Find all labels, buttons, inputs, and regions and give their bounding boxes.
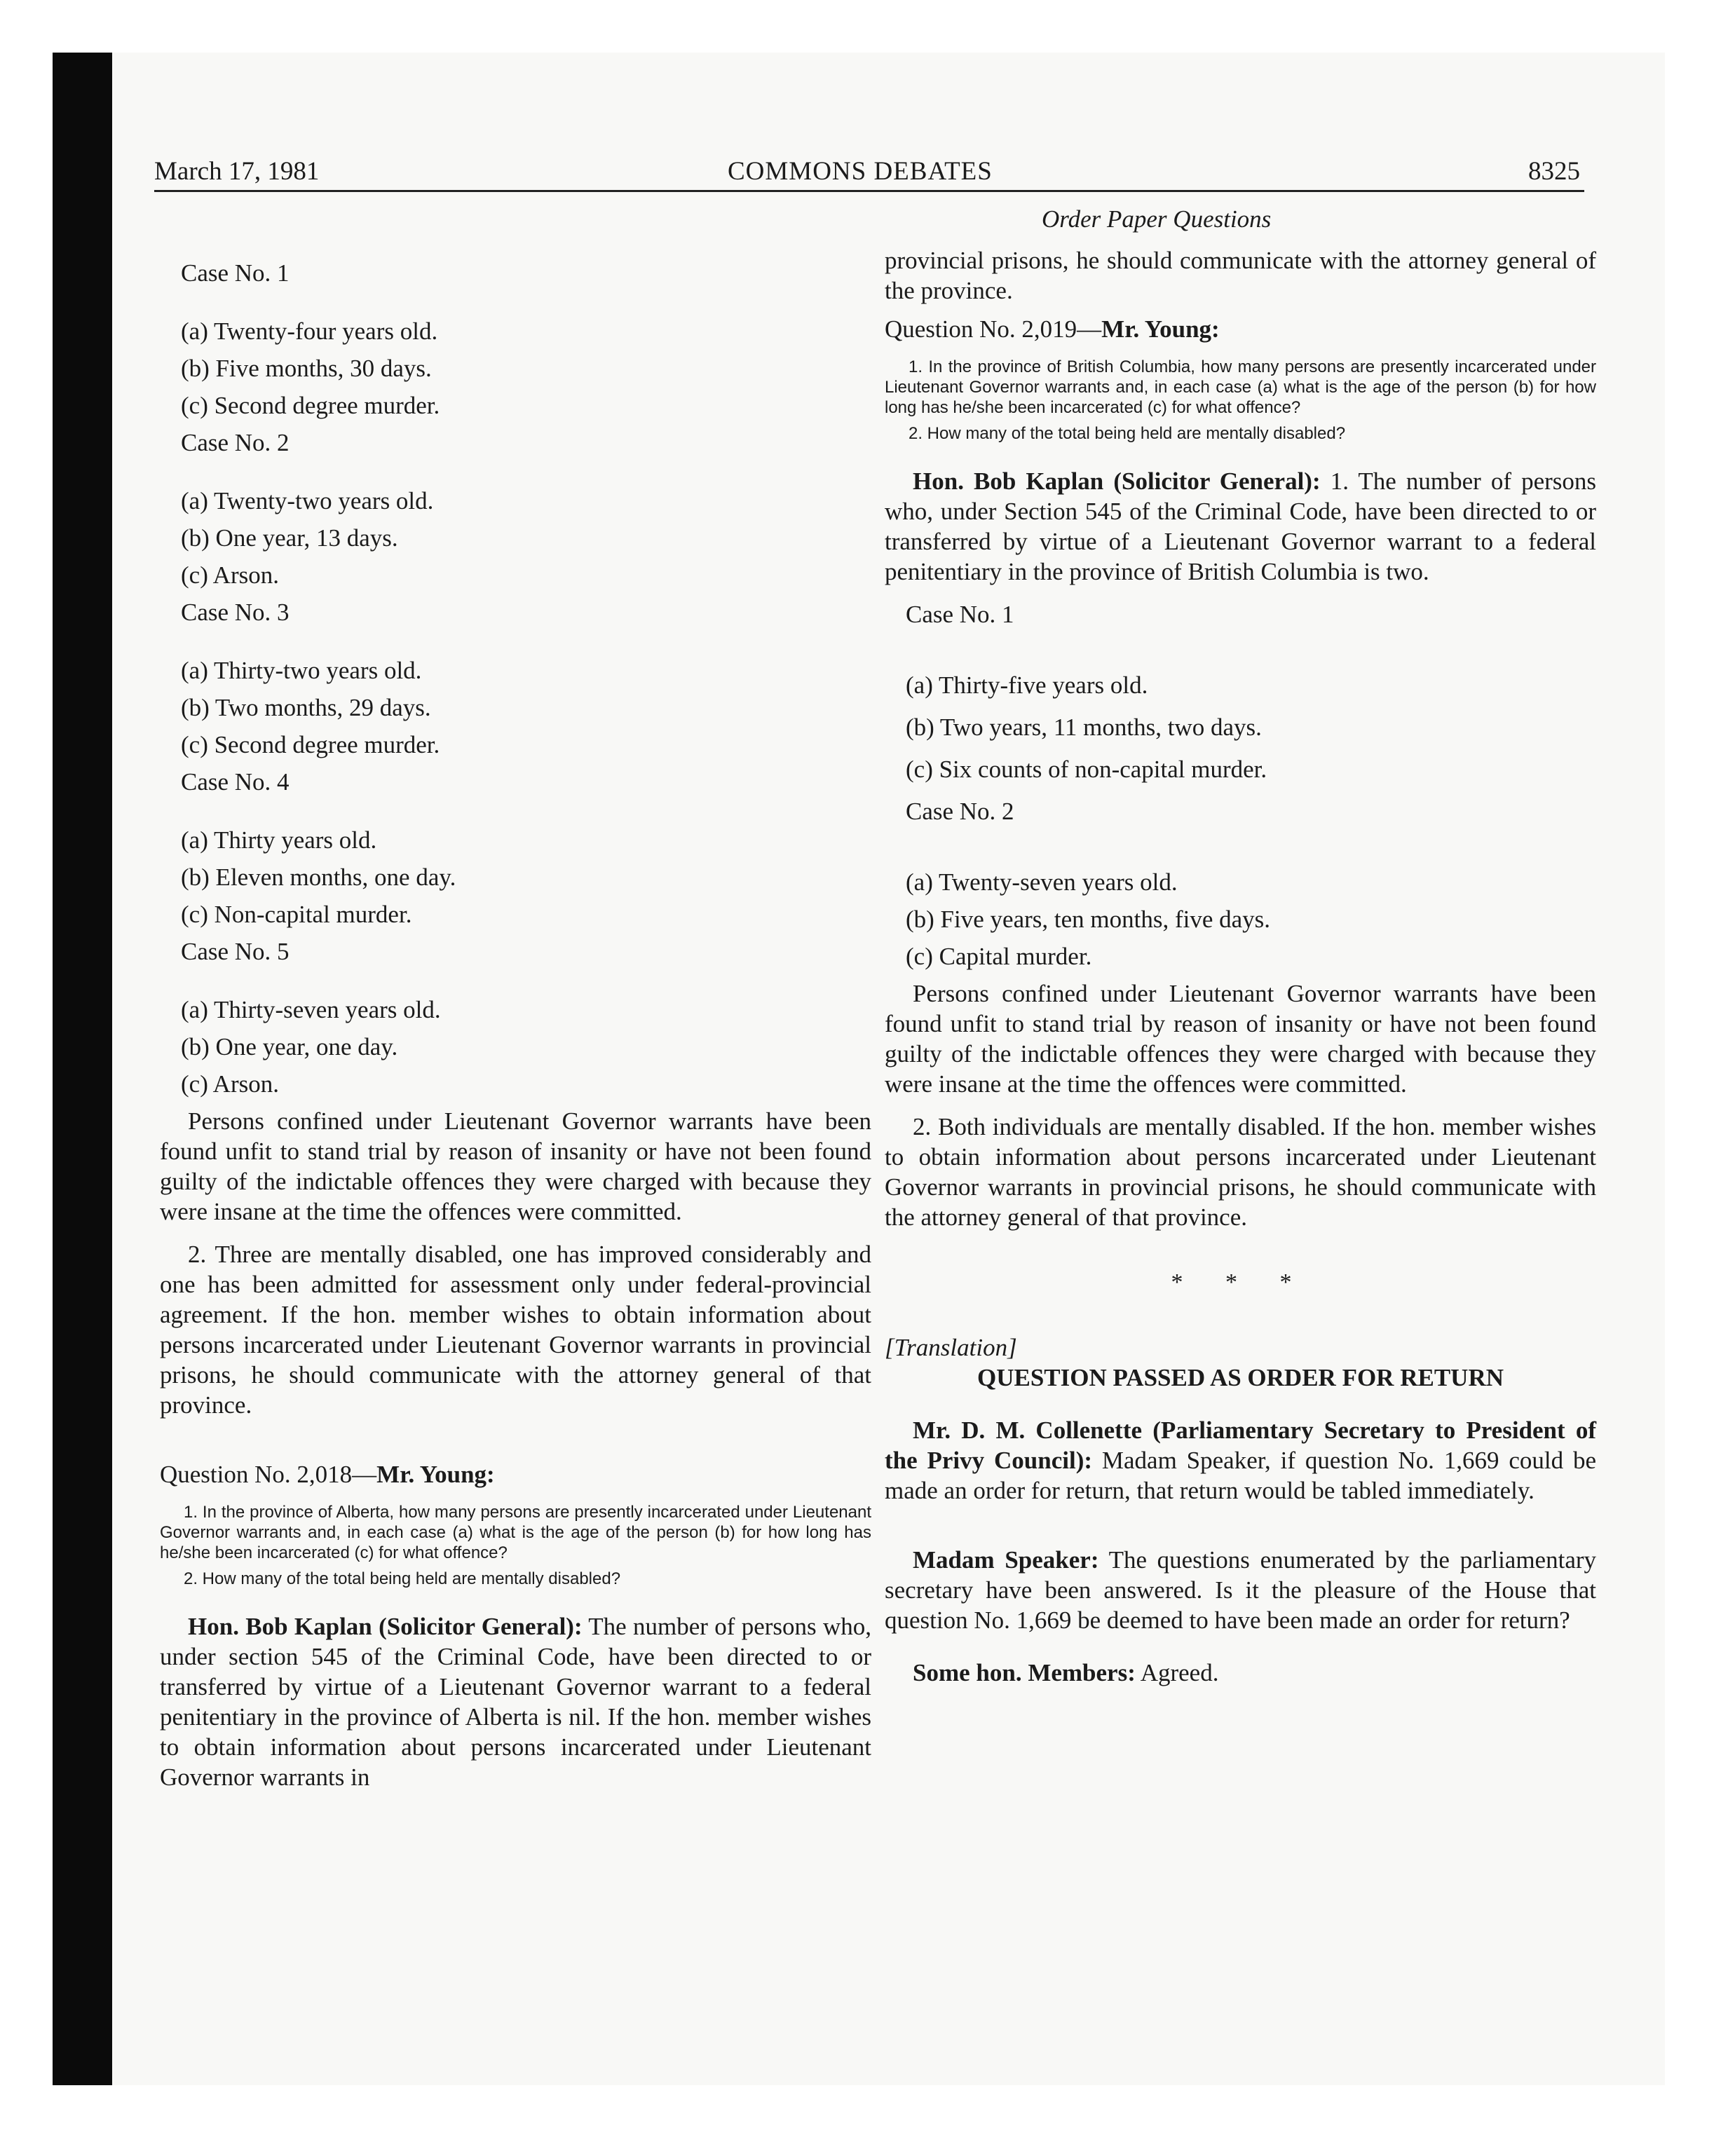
case-item: (b) Five years, ten months, five days. — [906, 906, 1271, 933]
case-title: Case No. 1 — [181, 259, 290, 287]
case-item: (b) Eleven months, one day. — [181, 864, 456, 891]
case-item: (b) Five months, 30 days. — [181, 355, 432, 382]
right-column — [885, 245, 1596, 1688]
collenette-speaker: Mr. D. M. Collenette (Parliamentary Secretary to President of the Privy Council): — [885, 1417, 1596, 1474]
case-title: Case No. 5 — [181, 938, 290, 965]
question-asker: Mr. Young: — [376, 1461, 495, 1488]
case-title: Case No. 4 — [181, 768, 290, 796]
continuation-paragraph: provincial prisons, he should communicate with the attorney general of the province. — [885, 247, 1596, 304]
question-label: Question No. 2,019— — [885, 315, 1102, 343]
members-text: Agreed. — [1135, 1659, 1219, 1686]
case-item: (c) Six counts of non-capital murder. — [906, 756, 1267, 783]
case-item: (c) Second degree murder. — [181, 392, 440, 419]
case-item: (b) Two years, 11 months, two days. — [906, 714, 1262, 741]
header-date: March 17, 1981 — [154, 157, 320, 186]
paragraph-answer-two: 2. Three are mentally disabled, one has improved considerably and one has been admitted for assessment only under federal-provincial agreement. If the hon. member wishes to obtain information about persons incarcerated under Lieutenant Governor warrants in provincial prisons, he should communicate with the attorney general of that province. — [160, 1241, 871, 1419]
question-label: Question No. 2,018— — [160, 1461, 377, 1488]
case-item: (c) Capital murder. — [906, 943, 1092, 970]
question-part-one: 1. In the province of British Columbia, how many persons are presently incarcerated under Lieutenant Governor warrants and, in each case (a) what is the age of the person (b) for how long has he/she been incarcerated (c) for what offence? — [885, 357, 1596, 417]
case-title: Case No. 1 — [906, 601, 1014, 628]
case-item: (b) Two months, 29 days. — [181, 694, 431, 721]
section-divider-stars: * * * — [1171, 1269, 1310, 1295]
answer-paragraph — [885, 466, 1596, 587]
left-column — [160, 245, 871, 1792]
paragraph-answer-two: 2. Both individuals are mentally disabled. If the hon. member wishes to obtain information about persons incarcerated under Lieutenant Governor warrants in provincial prisons, he should communicate with the attorney general of that province. — [885, 1113, 1596, 1231]
question-heading — [885, 314, 1596, 344]
translation-note: [Translation] — [885, 1334, 1017, 1361]
section-subheader: Order Paper Questions — [1042, 205, 1272, 233]
case-title: Case No. 2 — [906, 798, 1014, 825]
case-block — [885, 796, 1596, 978]
question-heading — [160, 1459, 871, 1489]
case-block — [160, 428, 871, 597]
answer-speaker: Hon. Bob Kaplan (Solicitor General): — [913, 468, 1321, 495]
madam-speaker-text: The questions enumerated by the parliamentary secretary have been answered. Is it the pleasure of the House that question No. 1,669 be deemed to have been made an order for return? — [885, 1546, 1597, 1634]
case-block — [160, 936, 871, 1106]
case-block — [885, 599, 1596, 796]
answer-text: 1. The number of persons who, under Section 545 of the Criminal Code, have been directed to or transferred by virtue of a Lieutenant Governor warrant to a federal penitentiary in the province of British Columbia is two. — [885, 468, 1596, 585]
scan-edge-strip — [53, 53, 112, 2085]
case-item: (c) Second degree murder. — [181, 731, 440, 758]
question-asker: Mr. Young: — [1101, 315, 1220, 343]
answer-paragraph — [160, 1611, 871, 1792]
paragraph-confined: Persons confined under Lieutenant Governor warrants have been found unfit to stand trial by reason of insanity or have not been found guilty of the indictable offences they were charged with because they were insane at the time the offences were committed. — [885, 980, 1596, 1098]
collenette-text: Madam Speaker, if question No. 1,669 could be made an order for return, that return would be tabled immediately. — [885, 1447, 1596, 1504]
madam-speaker-label: Madam Speaker: — [913, 1546, 1099, 1574]
question-part-two: 2. How many of the total being held are mentally disabled? — [909, 424, 1346, 443]
header-title: COMMONS DEBATES — [728, 157, 993, 186]
case-item: (a) Thirty-five years old. — [906, 671, 1148, 699]
case-item: (b) One year, 13 days. — [181, 524, 398, 552]
madam-speaker-paragraph — [885, 1545, 1596, 1635]
question-part-two: 2. How many of the total being held are mentally disabled? — [184, 1569, 621, 1588]
members-label: Some hon. Members: — [913, 1659, 1136, 1686]
case-item: (a) Thirty years old. — [181, 826, 377, 854]
case-item: (c) Non-capital murder. — [181, 901, 412, 928]
members-paragraph — [885, 1658, 1596, 1688]
case-block — [160, 767, 871, 936]
case-block — [160, 258, 871, 428]
case-item: (a) Twenty-four years old. — [181, 318, 438, 345]
answer-speaker: Hon. Bob Kaplan (Solicitor General): — [188, 1613, 583, 1640]
case-block — [160, 597, 871, 767]
case-title: Case No. 3 — [181, 599, 290, 626]
case-item: (b) One year, one day. — [181, 1033, 398, 1060]
case-item: (a) Thirty-two years old. — [181, 657, 422, 684]
case-item: (a) Twenty-seven years old. — [906, 868, 1178, 896]
collenette-paragraph — [885, 1415, 1596, 1506]
case-item: (a) Thirty-seven years old. — [181, 996, 441, 1023]
case-item: (a) Twenty-two years old. — [181, 487, 434, 514]
header-rule — [154, 190, 1584, 192]
case-title: Case No. 2 — [181, 429, 290, 456]
case-item: (c) Arson. — [181, 561, 279, 589]
paragraph-confined: Persons confined under Lieutenant Governor warrants have been found unfit to stand trial by reason of insanity or have not been found guilty of the indictable offences they were charged with because they were insane at the time the offences were committed. — [160, 1107, 871, 1225]
case-item: (c) Arson. — [181, 1070, 279, 1098]
answer-text: The number of persons who, under section 545 of the Criminal Code, have been directed to or transferred by virtue of a Lieutenant Governor warrant to a federal penitentiary in the province of Alberta is nil. If the hon. member wishes to obtain information about persons incarcerated under Lieutenant Governor warrants in — [160, 1613, 871, 1791]
header-page-number: 8325 — [1528, 157, 1580, 186]
section-title: QUESTION PASSED AS ORDER FOR RETURN — [977, 1364, 1504, 1391]
question-part-one: 1. In the province of Alberta, how many persons are presently incarcerated under Lieutenant Governor warrants and, in each case (a) what is the age of the person (b) for how long has he/she been incarcerated (c) for what offence? — [160, 1503, 871, 1562]
